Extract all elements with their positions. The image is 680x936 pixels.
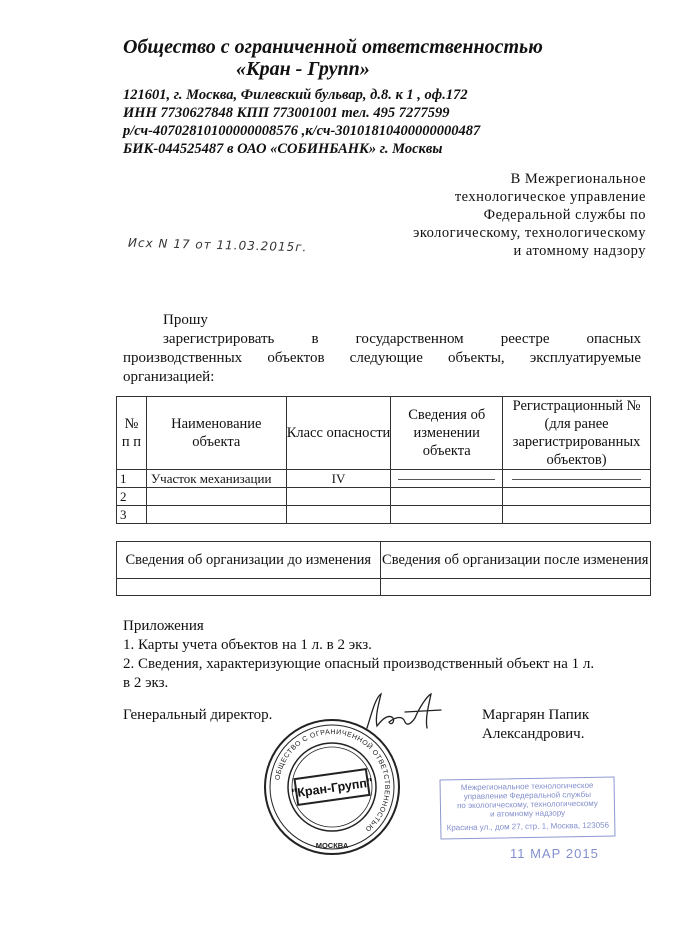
header-number: № п п: [117, 397, 147, 470]
row-registration: [503, 506, 651, 524]
objects-table-header-row: [117, 397, 651, 470]
row-changes: [391, 488, 503, 506]
request-line-4: организацией:: [123, 369, 215, 385]
company-bank-accounts: р/сч-40702810100000008576 ,к/сч-30101810400000000487: [123, 123, 481, 139]
addressee-block: [413, 170, 646, 260]
addressee-line: экологическому, технологическому: [413, 225, 646, 241]
stamp-line: Межрегиональное технологическое: [460, 780, 594, 793]
header-changes-info: Сведения об изменении объекта: [391, 397, 503, 470]
request-word: опасных: [586, 331, 641, 347]
addressee-line: В Межрегиональное: [510, 171, 646, 187]
outgoing-number-handwritten: Исх N 17 от 11.03.2015г.: [127, 235, 308, 255]
row-changes: [391, 506, 503, 524]
incoming-registration-stamp: [439, 776, 615, 839]
signatory-position: Генеральный директор.: [123, 707, 273, 723]
row-hazard-class: IV: [286, 470, 391, 488]
row-hazard-class: [286, 506, 391, 524]
stamp-line: Красина ул., дом 27, стр. 1, Москва, 123056: [446, 820, 610, 833]
row-hazard-class: [286, 488, 391, 506]
row-registration: [503, 488, 651, 506]
stamp-line: управление Федеральной службы: [463, 789, 591, 802]
org-before-cell: [117, 579, 381, 596]
row-changes-dash: [391, 470, 503, 488]
signatory-name-line1: Маргарян Папик: [482, 707, 590, 723]
header-org-before: Сведения об организации до изменения: [117, 542, 381, 579]
org-table-header-row: [117, 542, 651, 579]
row-object-name: Участок механизации: [146, 470, 286, 488]
addressee-line: и атомному надзору: [513, 243, 646, 259]
seal-ring-text: ОБЩЕСТВО С ОГРАНИЧЕННОЙ ОТВЕТСТВЕННОСТЬЮ: [274, 728, 391, 833]
request-word: в: [311, 331, 319, 347]
company-seal: [262, 717, 402, 857]
addressee-line: технологическое управление: [454, 189, 646, 205]
table-row: [117, 579, 651, 596]
signatory-name-line2: Александрович.: [482, 726, 585, 742]
attachment-item: 2. Сведения, характеризующие опасный производственный объект на 1 л.: [123, 656, 595, 672]
company-bik: БИК-044525487 в ОАО «СОБИНБАНК» г. Москвы: [123, 141, 443, 157]
seal-graphic: [262, 717, 402, 857]
addressee-line: Федеральной службы по: [483, 207, 646, 223]
seal-center-text: "Кран-Групп": [290, 775, 374, 801]
company-inn-kpp-phone: ИНН 7730627848 КПП 773001001 тел. 495 7277599: [123, 105, 450, 121]
company-name-line2: «Кран - Групп»: [236, 58, 370, 80]
company-address: 121601, г. Москва, Филевский бульвар, д.8. к 1 , оф.172: [123, 87, 468, 103]
header-org-after: Сведения об организации после изменения: [380, 542, 651, 579]
stamp-line: и атомному надзору: [489, 808, 566, 819]
attachment-item: 1. Карты учета объектов на 1 л. в 2 экз.: [123, 637, 372, 653]
header-hazard-class: Класс опасности: [286, 397, 391, 470]
table-row: [117, 488, 651, 506]
table-row: [117, 470, 651, 488]
request-line-1: Прошу: [163, 312, 208, 328]
objects-table: [116, 396, 651, 524]
row-number: 3: [117, 506, 147, 524]
header-object-name: Наименование объекта: [146, 397, 286, 470]
company-name-line1: Общество с ограниченной ответственностью: [123, 36, 543, 58]
attachments-title: Приложения: [123, 618, 204, 634]
org-after-cell: [380, 579, 651, 596]
request-word: реестре: [500, 331, 550, 347]
row-number: 1: [117, 470, 147, 488]
row-object-name: [146, 506, 286, 524]
seal-city-text: МОСКВА: [315, 841, 349, 850]
table-row: [117, 506, 651, 524]
stamp-date: 11 МАР 2015: [510, 846, 599, 861]
row-registration-dash: [503, 470, 651, 488]
request-word: государственном: [355, 331, 464, 347]
request-word: зарегистрировать: [163, 331, 275, 347]
header-registration-number: Регистрационный № (для ранее зарегистрированных объектов): [503, 397, 651, 470]
request-line-2: [163, 330, 641, 349]
stamp-line: по экологическому, технологическому: [456, 798, 598, 811]
org-info-table: [116, 541, 651, 596]
row-number: 2: [117, 488, 147, 506]
row-object-name: [146, 488, 286, 506]
request-line-3: производственных объектов следующие объекты, эксплуатируемые: [123, 350, 641, 366]
attachment-item: в 2 экз.: [123, 675, 169, 691]
